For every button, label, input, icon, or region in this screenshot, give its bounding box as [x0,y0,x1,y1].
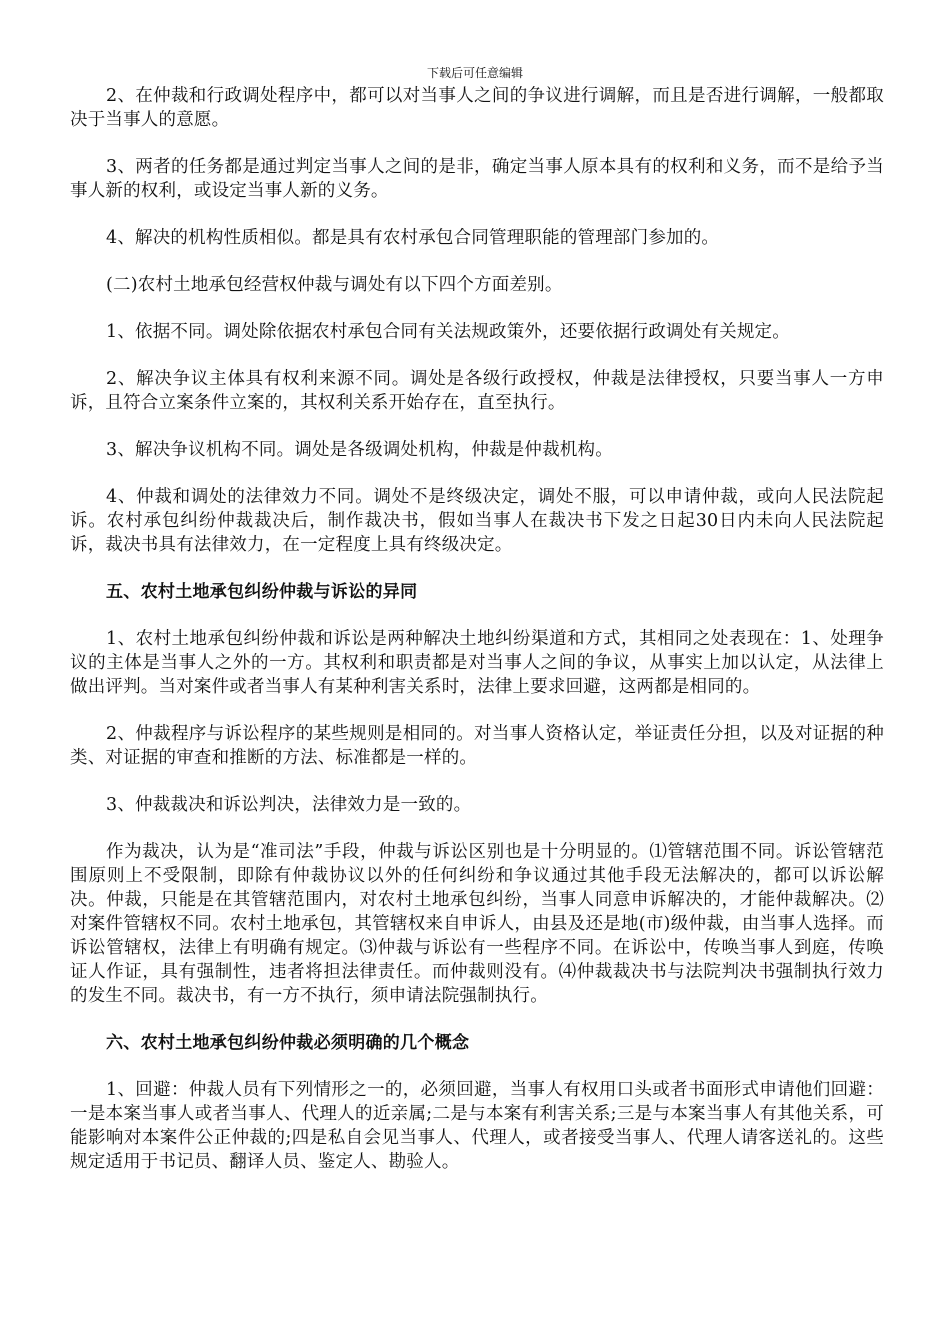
paragraph-mediation-similarity: 2、在仲裁和行政调处程序中，都可以对当事人之间的争议进行调解，而且是否进行调解，一般都取决于当事人的意愿。 [70,86,884,130]
paragraph-arbitration-vs-litigation: 作为裁决，认为是“准司法”手段，仲裁与诉讼区别也是十分明显的。⑴管辖范围不同。诉讼管辖范围原则上不受限制，即除有仲裁协议以外的任何纠纷和争议通过其他手段无法解决的，都可以诉讼解决。仲裁，只能是在其管辖范围内，对农村土地承包纠纷，当事人同意申诉解决的，才能仲裁解决。⑵对案件管辖权不同。农村土地承包，其管辖权来自申诉人，由县及还是地(市)级仲裁，由当事人选择。而诉讼管辖权，法律上有明确有规定。⑶仲裁与诉讼有一些程序不同。在诉讼中，传唤当事人到庭，传唤证人作证，具有强制性，违者将担法律责任。而仲裁则没有。⑷仲裁裁决书与法院判决书强制执行效力的发生不同。裁决书，有一方不执行，须申请法院强制执行。 [70,842,884,1006]
paragraph-difference-institution: 3、解决争议机构不同。调处是各级调处机构，仲裁是仲裁机构。 [106,440,613,460]
paragraph-institution-similarity: 4、解决的机构性质相似。都是具有农村承包合同管理职能的管理部门参加的。 [106,228,720,248]
paragraph-common-subject: 1、农村土地承包纠纷仲裁和诉讼是两种解决土地纠纷渠道和方式，其相同之处表现在：1、处理争议的主体是当事人之外的一方。其权利和职责都是对当事人之间的争议，从事实上加以认定，从法律上做出评判。当对案件或者当事人有某种利害关系时，法律上要求回避，这两都是相同的。 [70,629,884,697]
paragraph-common-effect: 3、仲裁裁决和诉讼判决，法律效力是一致的。 [106,795,472,815]
header-note: 下载后可任意编辑 [426,66,523,80]
document-body [70,84,884,1197]
paragraph-recusal: 1、回避：仲裁人员有下列情形之一的，必须回避，当事人有权用口头或者书面形式申请他们回避：一是本案当事人或者当事人、代理人的近亲属;二是与本案有利害关系;三是与本案当事人有其他关系，可能影响对本案件公正仲裁的;四是私自会见当事人、代理人，或者接受当事人、代理人请客送礼的。这些规定适用于书记员、翻译人员、鉴定人、勘验人。 [70,1080,884,1172]
paragraph-difference-legal-effect: 4、仲裁和调处的法律效力不同。调处不是终级决定，调处不服，可以申请仲裁，或向人民法院起诉。农村承包纠纷仲裁裁决后，制作裁决书，假如当事人在裁决书下发之日起30日内未向人民法院起诉，裁决书具有法律效力，在一定程度上具有终级决定。 [70,487,884,555]
paragraph-difference-basis: 1、依据不同。调处除依据农村承包合同有关法规政策外，还要依据行政调处有关规定。 [106,322,790,342]
paragraph-common-rules: 2、仲裁程序与诉讼程序的某些规则是相同的。对当事人资格认定，举证责任分担，以及对证据的种类、对证据的审查和推断的方法、标准都是一样的。 [70,724,884,768]
paragraph-difference-authority: 2、解决争议主体具有权利来源不同。调处是各级行政授权，仲裁是法律授权，只要当事人一方申诉，且符合立案条件立案的，其权利关系开始存在，直至执行。 [70,369,884,413]
section-heading-five: 五、农村土地承包纠纷仲裁与诉讼的异同 [106,582,418,602]
paragraph-task-similarity: 3、两者的任务都是通过判定当事人之间的是非，确定当事人原本具有的权利和义务，而不是给予当事人新的权利，或设定当事人新的义务。 [70,157,884,201]
section-heading-six: 六、农村土地承包纠纷仲裁必须明确的几个概念 [106,1033,470,1053]
paragraph-differences-intro: (二)农村土地承包经营权仲裁与调处有以下四个方面差别。 [106,275,563,295]
